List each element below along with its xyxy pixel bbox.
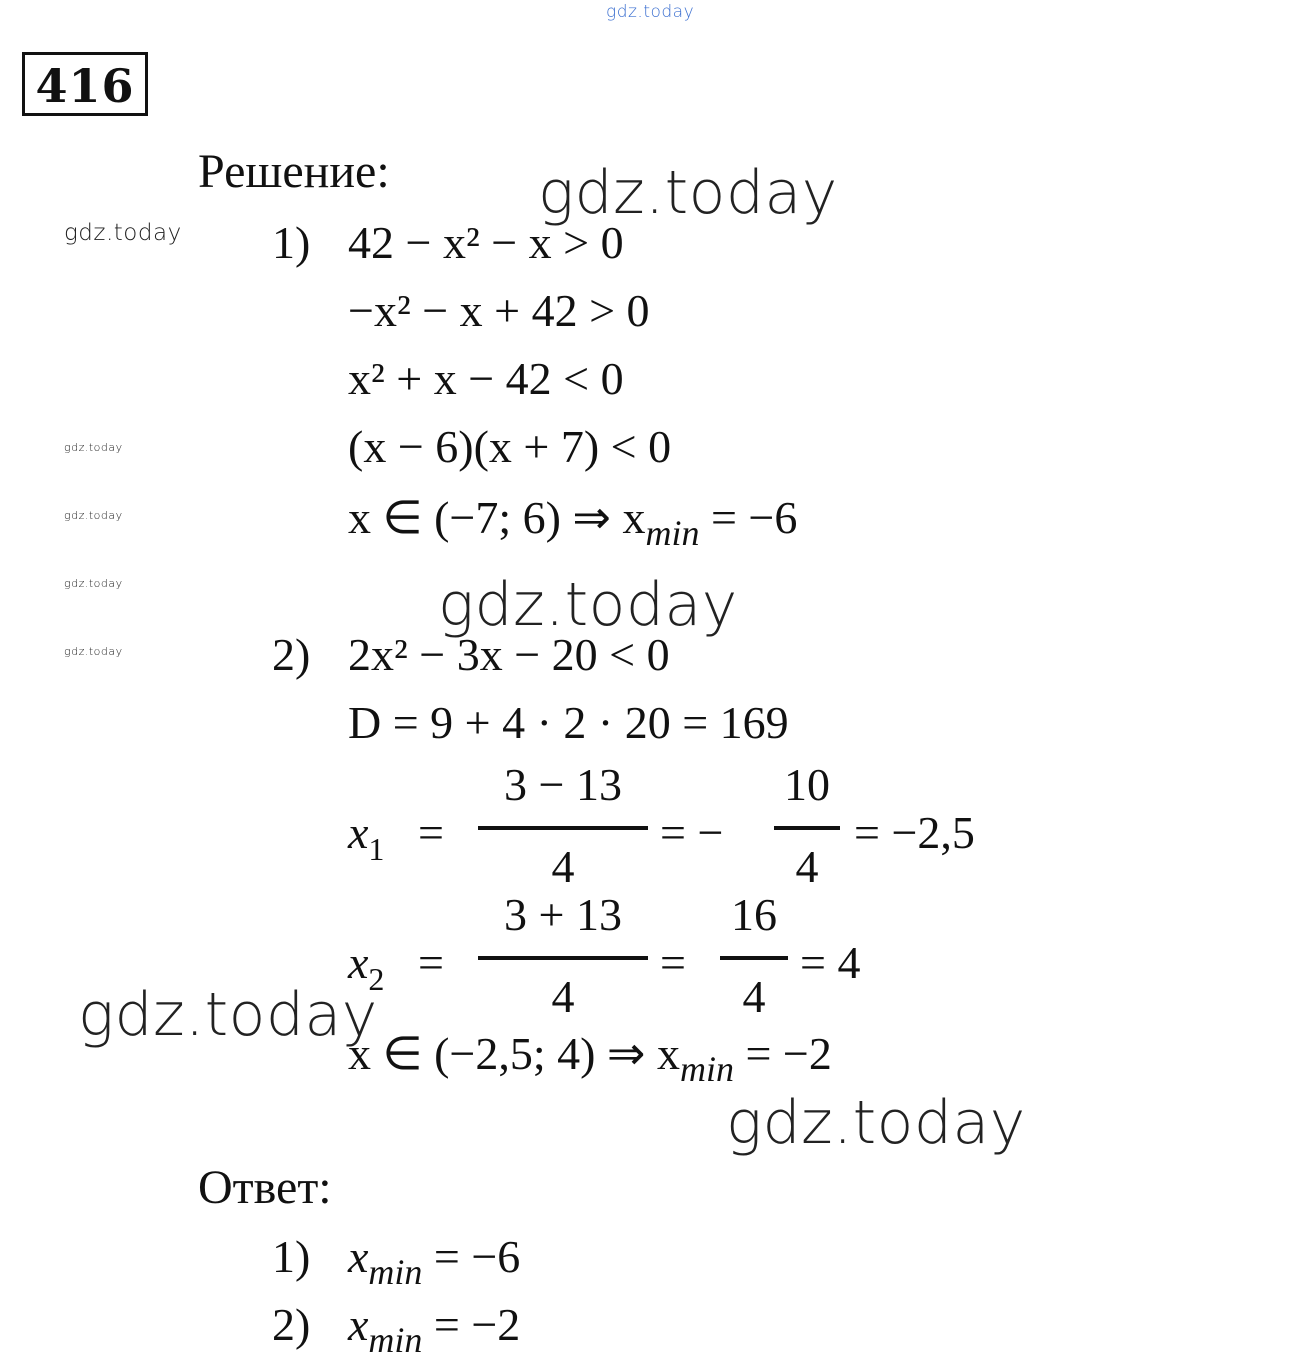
part1-interval-text: x ∈ (−7; 6) ⇒ x [348, 492, 646, 543]
part2-result: = −2 [733, 1028, 832, 1079]
x2-denominator: 4 [551, 971, 575, 1022]
x1-sub: 1 [368, 831, 385, 867]
answer2-sub: min [368, 1320, 423, 1360]
watermark-large: gdz.today [78, 980, 378, 1050]
watermark-tiny: gdz.today [64, 645, 123, 658]
x2-mid: = [660, 937, 686, 988]
solution-heading: Решение: [198, 145, 390, 198]
watermark-tiny: gdz.today [64, 577, 123, 590]
x1-fraction-bar [478, 826, 648, 830]
x1-mid: = − [660, 807, 724, 858]
part1-result: = −6 [699, 492, 798, 543]
part2-interval [348, 1026, 832, 1089]
x1-denominator: 4 [551, 841, 575, 892]
x1-denominator2: 4 [795, 841, 819, 892]
part2-discriminant: D = 9 + 4 · 2 · 20 = 169 [348, 697, 789, 748]
part2-interval-text: x ∈ (−2,5; 4) ⇒ x [348, 1028, 680, 1079]
x2-fraction-bar2 [720, 956, 788, 960]
watermark-small: gdz.today [64, 220, 182, 246]
x2-result: = 4 [800, 937, 861, 988]
problem-number-box [22, 52, 148, 116]
answer2 [348, 1298, 521, 1360]
answer-heading: Ответ: [198, 1161, 332, 1214]
watermark-large: gdz.today [438, 570, 738, 640]
x2-denominator2: 4 [742, 971, 766, 1022]
watermark-tiny: gdz.today [64, 509, 123, 522]
x1-numerator: 3 − 13 [504, 759, 622, 810]
part2-subscript: min [679, 1049, 734, 1089]
answer2-var: x [348, 1299, 369, 1350]
part1-interval [348, 490, 798, 553]
x2-eq: = [418, 937, 444, 988]
watermark-large: gdz.today [726, 1088, 1026, 1158]
problem-number: 416 [35, 59, 135, 113]
watermark-top: gdz.today [606, 2, 695, 22]
x2-fraction-bar [478, 956, 648, 960]
answer1-sub: min [368, 1252, 423, 1292]
part1-line: 42 − x² − x > 0 [348, 217, 624, 268]
answer2-value: = −2 [422, 1299, 521, 1350]
watermark-large: gdz.today [538, 158, 838, 228]
part2-label: 2) [272, 629, 311, 680]
part1-line: (x − 6)(x + 7) < 0 [348, 421, 672, 472]
answer1 [348, 1230, 521, 1292]
answer1-value: = −6 [422, 1231, 521, 1282]
answer1-var: x [348, 1231, 369, 1282]
x1-fraction-bar2 [774, 826, 840, 830]
x2-letter: x [348, 937, 369, 988]
x1-letter: x [348, 807, 369, 858]
watermark-tiny: gdz.today [64, 441, 123, 454]
x1-eq: = [418, 807, 444, 858]
part1-label: 1) [272, 217, 311, 268]
x1-var [348, 806, 385, 867]
part1-line: −x² − x + 42 > 0 [348, 285, 650, 336]
x2-numerator2: 16 [731, 889, 777, 940]
x2-sub: 2 [368, 961, 385, 997]
answer2-label: 2) [272, 1299, 311, 1350]
part2-equation: 2x² − 3x − 20 < 0 [348, 629, 670, 680]
x2-numerator: 3 + 13 [504, 889, 622, 940]
x1-result: = −2,5 [854, 807, 975, 858]
answer1-label: 1) [272, 1231, 311, 1282]
part1-subscript: min [645, 513, 700, 553]
part1-line: x² + x − 42 < 0 [348, 353, 624, 404]
x1-numerator2: 10 [784, 759, 830, 810]
